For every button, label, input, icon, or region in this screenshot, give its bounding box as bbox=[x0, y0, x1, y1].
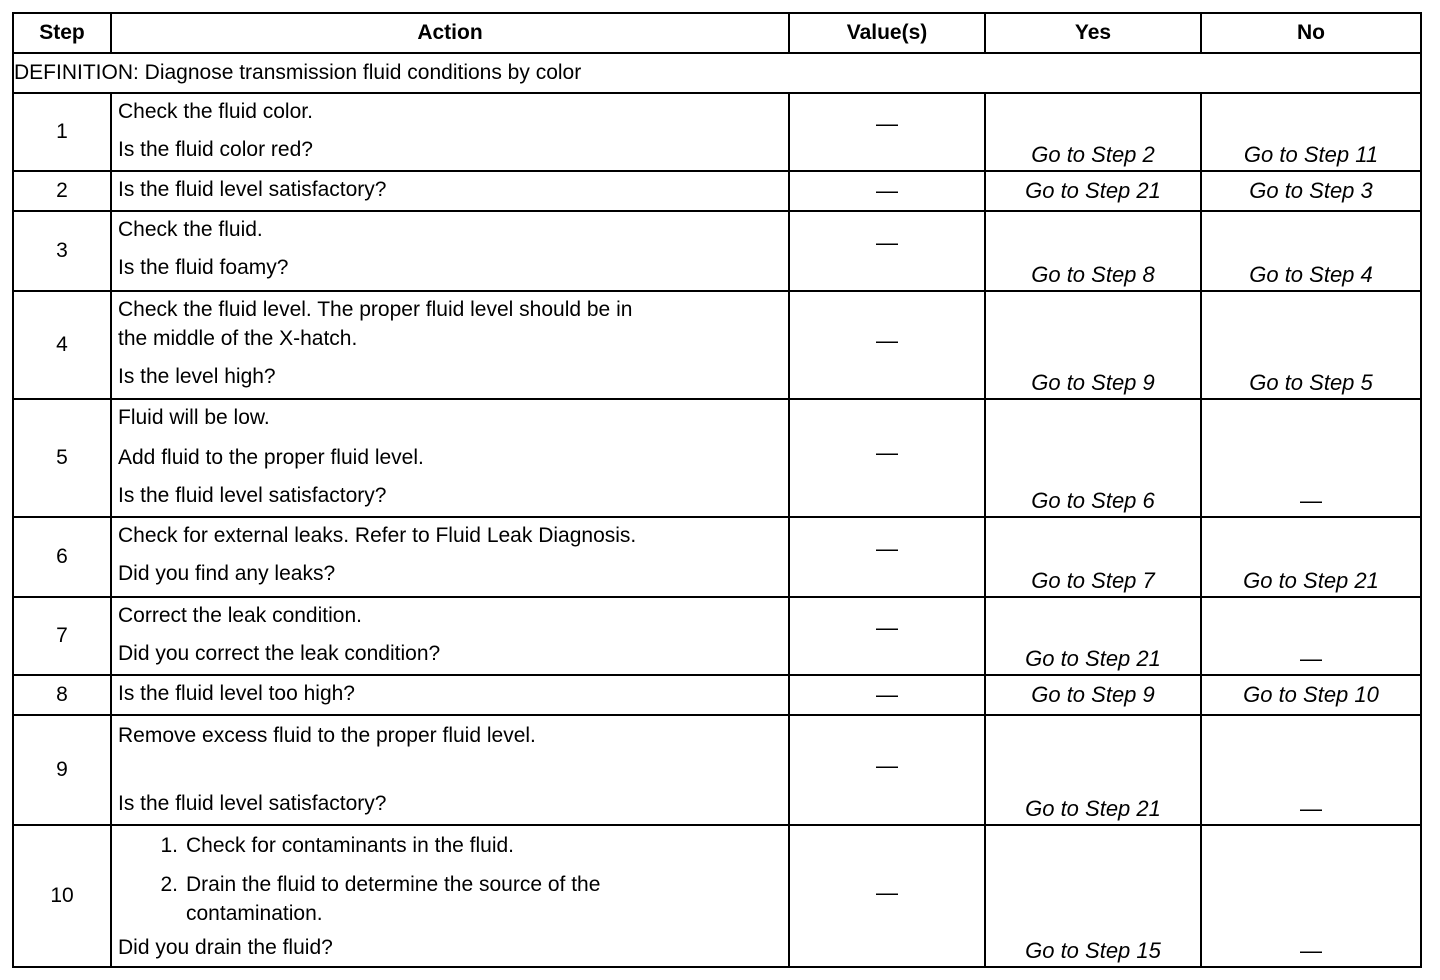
action-line: Is the fluid level satisfactory? bbox=[118, 484, 387, 507]
table-row bbox=[13, 171, 1421, 211]
diagnosis-table bbox=[12, 12, 1422, 968]
yes-cell bbox=[985, 517, 1201, 597]
header-row bbox=[13, 13, 1421, 53]
yes-text: Go to Step 21 bbox=[1025, 178, 1161, 203]
value-text: — bbox=[876, 880, 898, 906]
step-number: 4 bbox=[13, 291, 111, 399]
yes-cell bbox=[985, 93, 1201, 171]
table-row bbox=[13, 675, 1421, 715]
no-text: — bbox=[1300, 646, 1322, 671]
no-text: Go to Step 5 bbox=[1249, 370, 1373, 395]
action-line: Correct the leak condition. bbox=[118, 604, 362, 627]
action-cell bbox=[111, 517, 789, 597]
action-line: Check the fluid level. The proper fluid level should be in bbox=[118, 298, 633, 321]
value-text: — bbox=[876, 327, 898, 353]
yes-text: Go to Step 15 bbox=[1025, 938, 1161, 963]
action-cell bbox=[111, 399, 789, 517]
yes-text: Go to Step 21 bbox=[1025, 796, 1161, 821]
step-number: 8 bbox=[13, 675, 111, 715]
yes-cell bbox=[985, 597, 1201, 675]
no-cell bbox=[1201, 171, 1421, 211]
action-line: Check for external leaks. Refer to Fluid Leak Diagnosis. bbox=[118, 524, 637, 547]
value-cell bbox=[789, 399, 985, 517]
action-line: Did you find any leaks? bbox=[118, 562, 336, 585]
yes-text: Go to Step 6 bbox=[1031, 488, 1155, 513]
action-line: Check the fluid. bbox=[118, 218, 263, 241]
value-cell bbox=[789, 93, 985, 171]
no-text: Go to Step 3 bbox=[1249, 178, 1373, 203]
header-yes: Yes bbox=[985, 13, 1201, 53]
value-text: — bbox=[876, 752, 898, 778]
table-row bbox=[13, 211, 1421, 291]
no-text: — bbox=[1300, 938, 1322, 963]
no-text: Go to Step 4 bbox=[1249, 262, 1373, 287]
yes-cell bbox=[985, 399, 1201, 517]
no-cell bbox=[1201, 517, 1421, 597]
action-line: Is the fluid foamy? bbox=[118, 256, 289, 279]
table-row bbox=[13, 597, 1421, 675]
table-row bbox=[13, 825, 1421, 967]
action-line: Remove excess fluid to the proper fluid level. bbox=[118, 724, 536, 747]
list-continuation: contamination. bbox=[186, 902, 323, 925]
action-line: Is the fluid color red? bbox=[118, 138, 313, 161]
value-cell bbox=[789, 675, 985, 715]
value-text: — bbox=[876, 682, 898, 707]
no-text: — bbox=[1300, 796, 1322, 821]
yes-text: Go to Step 8 bbox=[1031, 262, 1155, 287]
value-text: — bbox=[876, 440, 898, 466]
definition-text: DEFINITION: Diagnose transmission fluid conditions by color bbox=[13, 53, 1421, 93]
table-row bbox=[13, 517, 1421, 597]
list-item bbox=[118, 871, 758, 899]
no-cell bbox=[1201, 399, 1421, 517]
yes-cell bbox=[985, 825, 1201, 967]
step-number: 10 bbox=[13, 825, 111, 967]
yes-cell bbox=[985, 291, 1201, 399]
list-text: Drain the fluid to determine the source of the bbox=[186, 873, 601, 896]
value-text: — bbox=[876, 230, 898, 256]
no-cell bbox=[1201, 291, 1421, 399]
value-text: — bbox=[876, 536, 898, 562]
no-text: — bbox=[1300, 488, 1322, 513]
value-text: — bbox=[876, 615, 898, 641]
value-cell bbox=[789, 517, 985, 597]
value-cell bbox=[789, 825, 985, 967]
no-cell bbox=[1201, 93, 1421, 171]
action-line: Is the level high? bbox=[118, 365, 276, 388]
value-cell bbox=[789, 171, 985, 211]
action-line: Is the fluid level satisfactory? bbox=[118, 178, 387, 201]
yes-cell bbox=[985, 171, 1201, 211]
yes-text: Go to Step 9 bbox=[1031, 682, 1155, 707]
value-cell bbox=[789, 715, 985, 825]
action-line: Is the fluid level satisfactory? bbox=[118, 792, 387, 815]
step-number: 5 bbox=[13, 399, 111, 517]
action-line: Is the fluid level too high? bbox=[118, 682, 355, 705]
step-number: 2 bbox=[13, 171, 111, 211]
action-line: Fluid will be low. bbox=[118, 406, 270, 429]
action-cell bbox=[111, 825, 789, 967]
table-row bbox=[13, 291, 1421, 399]
yes-text: Go to Step 7 bbox=[1031, 568, 1155, 593]
action-line: Did you correct the leak condition? bbox=[118, 642, 441, 665]
list-number: 2. bbox=[160, 873, 178, 896]
action-cell bbox=[111, 93, 789, 171]
list-item bbox=[118, 832, 758, 860]
yes-cell bbox=[985, 675, 1201, 715]
no-cell bbox=[1201, 211, 1421, 291]
yes-cell bbox=[985, 211, 1201, 291]
value-cell bbox=[789, 211, 985, 291]
action-line: the middle of the X-hatch. bbox=[118, 327, 358, 350]
yes-text: Go to Step 9 bbox=[1031, 370, 1155, 395]
value-cell bbox=[789, 291, 985, 399]
step-number: 9 bbox=[13, 715, 111, 825]
action-line: Add fluid to the proper fluid level. bbox=[118, 446, 424, 469]
no-text: Go to Step 21 bbox=[1243, 568, 1379, 593]
value-text: — bbox=[876, 111, 898, 137]
yes-cell bbox=[985, 715, 1201, 825]
step-number: 7 bbox=[13, 597, 111, 675]
no-cell bbox=[1201, 715, 1421, 825]
table-row bbox=[13, 715, 1421, 825]
header-no: No bbox=[1201, 13, 1421, 53]
no-text: Go to Step 10 bbox=[1243, 682, 1379, 707]
action-cell bbox=[111, 211, 789, 291]
no-text: Go to Step 11 bbox=[1243, 142, 1379, 167]
no-cell bbox=[1201, 675, 1421, 715]
list-number: 1. bbox=[160, 834, 178, 857]
action-cell bbox=[111, 291, 789, 399]
action-line: Did you drain the fluid? bbox=[118, 936, 333, 959]
action-cell bbox=[111, 171, 789, 211]
definition-row bbox=[13, 53, 1421, 93]
step-number: 3 bbox=[13, 211, 111, 291]
action-cell bbox=[111, 675, 789, 715]
action-cell bbox=[111, 715, 789, 825]
no-cell bbox=[1201, 597, 1421, 675]
header-step: Step bbox=[13, 13, 111, 53]
header-action: Action bbox=[111, 13, 789, 53]
action-line: Check the fluid color. bbox=[118, 100, 313, 123]
table-row bbox=[13, 399, 1421, 517]
table-row bbox=[13, 93, 1421, 171]
value-text: — bbox=[876, 178, 898, 203]
step-number: 6 bbox=[13, 517, 111, 597]
no-cell bbox=[1201, 825, 1421, 967]
yes-text: Go to Step 2 bbox=[1031, 142, 1155, 167]
header-values: Value(s) bbox=[789, 13, 985, 53]
yes-text: Go to Step 21 bbox=[1025, 646, 1161, 671]
value-cell bbox=[789, 597, 985, 675]
list-text: Check for contaminants in the fluid. bbox=[186, 834, 515, 857]
step-number: 1 bbox=[13, 93, 111, 171]
action-cell bbox=[111, 597, 789, 675]
